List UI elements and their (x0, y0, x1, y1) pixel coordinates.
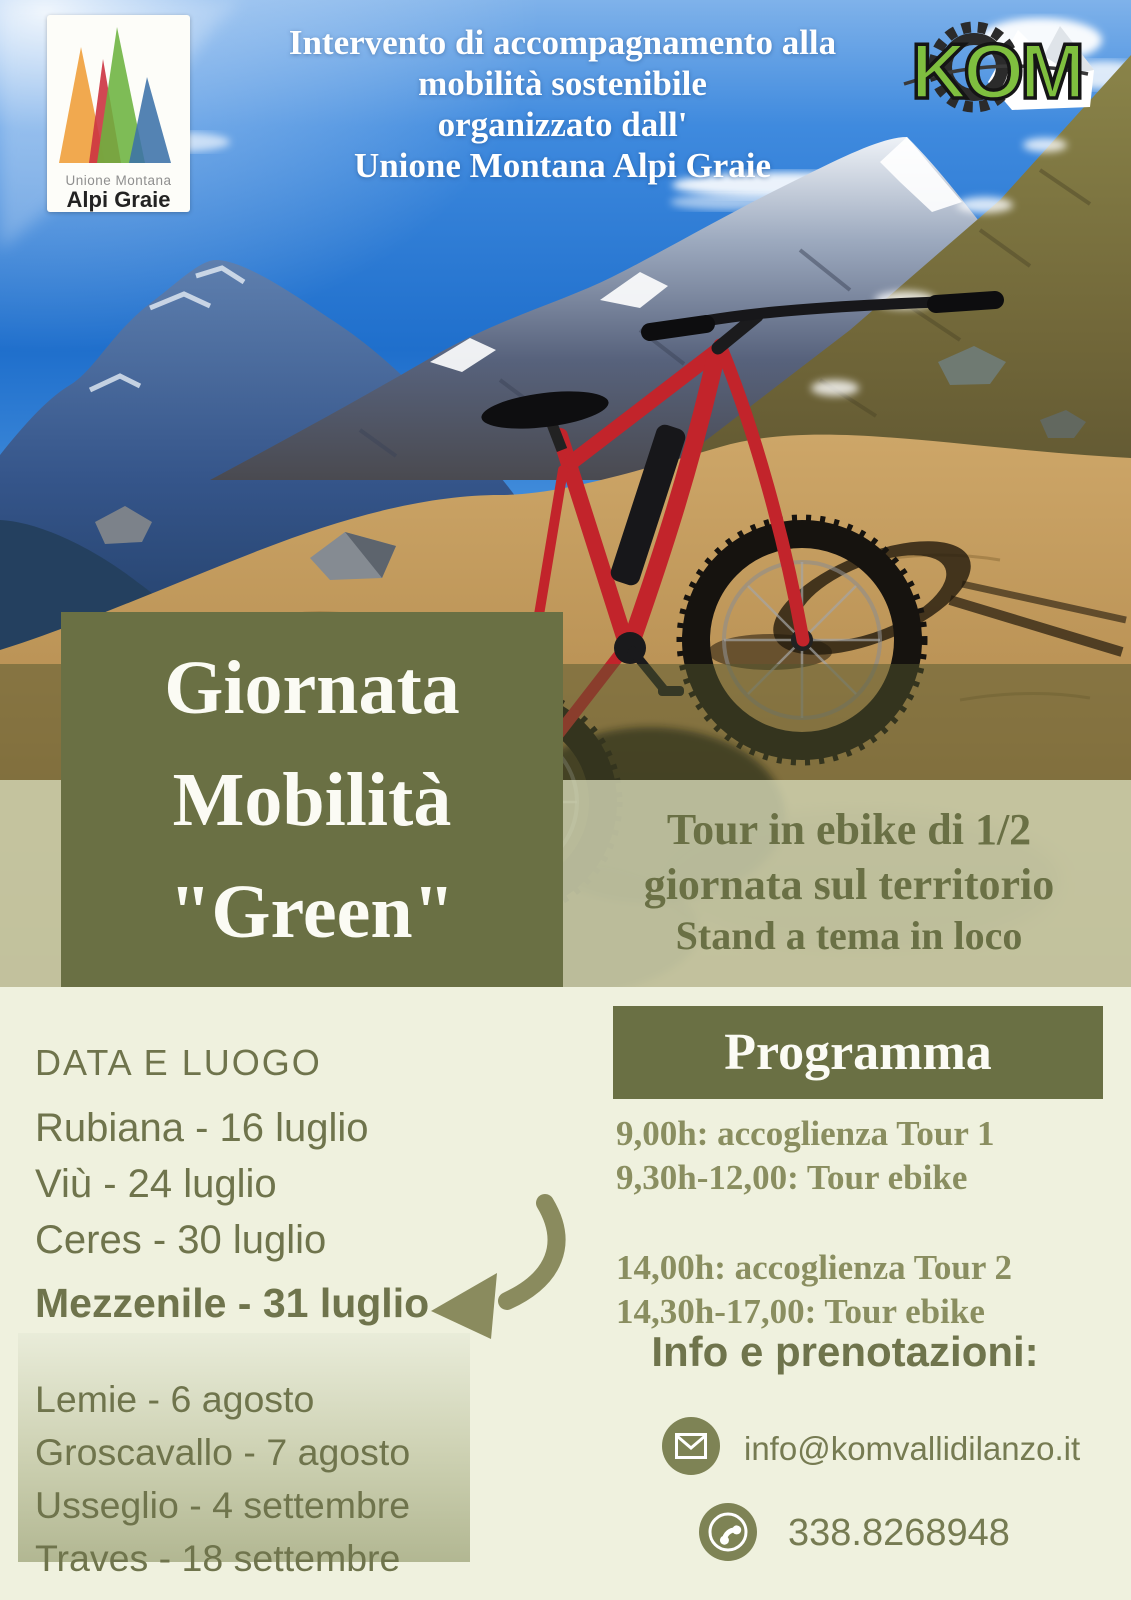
date-lemie: Lemie - 6 agosto (35, 1378, 315, 1420)
program-schedule (616, 1112, 1121, 1334)
tour-description (575, 802, 1123, 960)
phone-icon (699, 1503, 757, 1561)
title-line-1: Giornata (164, 646, 460, 730)
date-rubiana: Rubiana - 16 luglio (35, 1106, 369, 1150)
program-slot-1: 9,00h: accoglienza Tour 1 (616, 1114, 995, 1153)
alpi-logo-line2: Alpi Graie (66, 187, 171, 212)
kom-logo-text: KOM (911, 27, 1081, 115)
tour-line-1: Tour in ebike di 1/2 (666, 805, 1032, 854)
date-mezzenile-highlight: Mezzenile - 31 luglio (35, 1280, 430, 1326)
date-ceres: Ceres - 30 luglio (35, 1218, 327, 1262)
tour-line-2: giornata sul territorio (643, 860, 1055, 909)
date-usseglio: Usseglio - 4 settembre (35, 1484, 411, 1526)
kom-logo (896, 12, 1096, 122)
date-groscavallo: Groscavallo - 7 agosto (35, 1431, 411, 1473)
event-title (61, 612, 563, 987)
envelope-icon (662, 1417, 720, 1475)
dates-heading: DATA E LUOGO (35, 1042, 322, 1083)
program-slot-2: 9,30h-12,00: Tour ebike (616, 1158, 968, 1197)
title-line-2: Mobilità (172, 758, 452, 842)
intro-line-4: Unione Montana Alpi Graie (353, 146, 772, 185)
tour-line-3: Stand a tema in loco (675, 913, 1023, 958)
alpi-logo-line1: Unione Montana (65, 173, 172, 188)
alpi-graie-logo (47, 15, 190, 212)
contact-phone[interactable]: 338.8268948 (788, 1512, 1010, 1554)
intro-text (205, 22, 920, 186)
date-viu: Viù - 24 luglio (35, 1162, 277, 1206)
contact-heading: Info e prenotazioni: (651, 1328, 1039, 1375)
program-slot-3: 14,00h: accoglienza Tour 2 (616, 1248, 1013, 1287)
later-dates-box (18, 1333, 470, 1579)
date-traves: Traves - 18 settembre (35, 1537, 401, 1579)
program-slot-4: 14,30h-17,00: Tour ebike (616, 1292, 985, 1331)
program-header (613, 1006, 1103, 1099)
curved-arrow-icon (415, 1185, 585, 1350)
program-title: Programma (724, 1024, 992, 1081)
alpi-graie-mountains-icon (47, 15, 190, 170)
intro-line-3: organizzato dall' (437, 105, 688, 144)
intro-line-2: mobilità sostenibile (418, 64, 707, 103)
contact-email[interactable]: info@komvallidilanzo.it (744, 1430, 1081, 1467)
intro-line-1: Intervento di accompagnamento alla (288, 23, 837, 62)
title-line-3: "Green" (169, 870, 455, 954)
